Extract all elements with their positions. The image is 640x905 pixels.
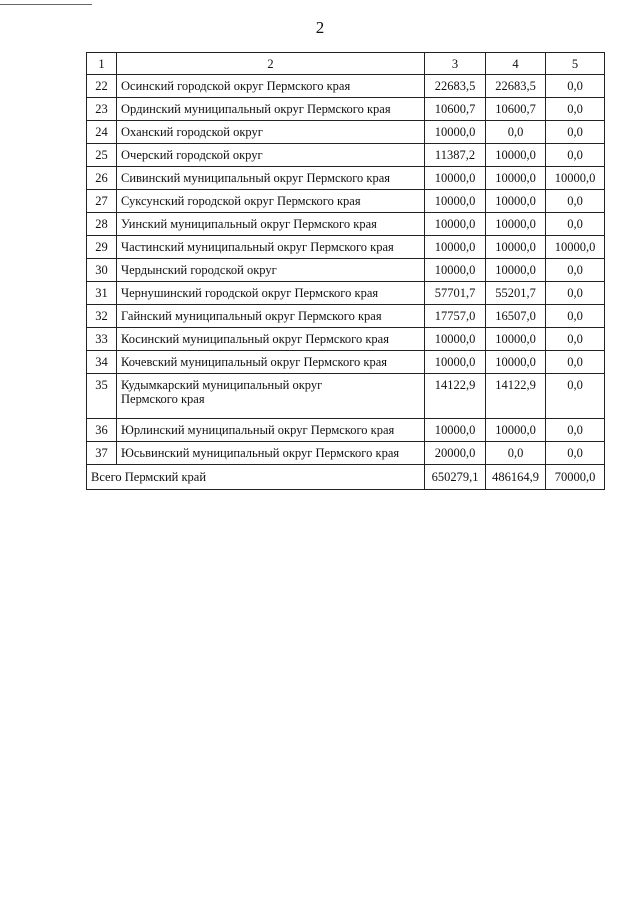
total-col-3: 650279,1 — [425, 465, 486, 490]
municipality-name: Косинский муниципальный округ Пермского края — [117, 328, 425, 351]
value-col-3: 14122,9 — [425, 374, 486, 419]
row-number: 27 — [87, 190, 117, 213]
table-row — [87, 121, 605, 144]
header-cell-2: 2 — [117, 53, 425, 75]
total-col-4: 486164,9 — [486, 465, 546, 490]
table-row — [87, 167, 605, 190]
row-number: 29 — [87, 236, 117, 259]
row-number: 28 — [87, 213, 117, 236]
table-row — [87, 98, 605, 121]
row-number: 25 — [87, 144, 117, 167]
header-cell-3: 3 — [425, 53, 486, 75]
value-col-3: 57701,7 — [425, 282, 486, 305]
table-row — [87, 282, 605, 305]
value-col-5: 10000,0 — [546, 236, 605, 259]
row-number: 31 — [87, 282, 117, 305]
municipality-name: Гайнский муниципальный округ Пермского края — [117, 305, 425, 328]
row-number: 24 — [87, 121, 117, 144]
header-cell-4: 4 — [486, 53, 546, 75]
municipality-name: Уинский муниципальный округ Пермского края — [117, 213, 425, 236]
table-row — [87, 259, 605, 282]
top-rule-line — [0, 4, 92, 5]
row-number: 26 — [87, 167, 117, 190]
value-col-4: 16507,0 — [486, 305, 546, 328]
table-row — [87, 213, 605, 236]
value-col-4: 10000,0 — [486, 351, 546, 374]
municipality-name: Суксунский городской округ Пермского края — [117, 190, 425, 213]
value-col-3: 10000,0 — [425, 259, 486, 282]
header-row — [87, 53, 605, 75]
value-col-4: 10000,0 — [486, 259, 546, 282]
value-col-5: 0,0 — [546, 213, 605, 236]
value-col-3: 10600,7 — [425, 98, 486, 121]
value-col-5: 0,0 — [546, 98, 605, 121]
municipality-name: Чердынский городской округ — [117, 259, 425, 282]
table-row — [87, 351, 605, 374]
value-col-4: 10000,0 — [486, 328, 546, 351]
municipality-name: Чернушинский городской округ Пермского края — [117, 282, 425, 305]
row-number: 35 — [87, 374, 117, 419]
municipality-name: Частинский муниципальный округ Пермского края — [117, 236, 425, 259]
value-col-3: 10000,0 — [425, 213, 486, 236]
table-row — [87, 144, 605, 167]
header-cell-5: 5 — [546, 53, 605, 75]
value-col-5: 0,0 — [546, 259, 605, 282]
value-col-5: 10000,0 — [546, 167, 605, 190]
value-col-5: 0,0 — [546, 442, 605, 465]
value-col-3: 22683,5 — [425, 75, 486, 98]
total-label: Всего Пермский край — [87, 465, 425, 490]
value-col-3: 10000,0 — [425, 190, 486, 213]
value-col-4: 10000,0 — [486, 213, 546, 236]
table-row — [87, 328, 605, 351]
table-row — [87, 190, 605, 213]
municipality-name: Юсьвинский муниципальный округ Пермского края — [117, 442, 425, 465]
value-col-3: 10000,0 — [425, 328, 486, 351]
municipality-name: Юрлинский муниципальный округ Пермского края — [117, 419, 425, 442]
value-col-3: 11387,2 — [425, 144, 486, 167]
municipality-name: Сивинский муниципальный округ Пермского края — [117, 167, 425, 190]
value-col-4: 10000,0 — [486, 167, 546, 190]
municipality-name-line-1: Кудымкарский муниципальный округ — [121, 378, 323, 392]
value-col-3: 10000,0 — [425, 236, 486, 259]
value-col-5: 0,0 — [546, 374, 605, 419]
municipality-name — [117, 374, 425, 419]
allocation-table — [86, 52, 605, 490]
value-col-5: 0,0 — [546, 328, 605, 351]
value-col-5: 0,0 — [546, 144, 605, 167]
value-col-5: 0,0 — [546, 419, 605, 442]
header-cell-1: 1 — [87, 53, 117, 75]
value-col-5: 0,0 — [546, 351, 605, 374]
value-col-4: 55201,7 — [486, 282, 546, 305]
row-number: 33 — [87, 328, 117, 351]
municipality-name: Очерский городской округ — [117, 144, 425, 167]
table-row — [87, 442, 605, 465]
value-col-4: 10600,7 — [486, 98, 546, 121]
value-col-3: 20000,0 — [425, 442, 486, 465]
table-row — [87, 75, 605, 98]
value-col-3: 10000,0 — [425, 121, 486, 144]
row-number: 34 — [87, 351, 117, 374]
table-row — [87, 236, 605, 259]
table-row — [87, 419, 605, 442]
row-number: 36 — [87, 419, 117, 442]
municipality-name: Ординский муниципальный округ Пермского края — [117, 98, 425, 121]
municipality-name-line-2: Пермского края — [121, 392, 205, 406]
row-number: 22 — [87, 75, 117, 98]
table-row — [87, 374, 605, 419]
value-col-4: 14122,9 — [486, 374, 546, 419]
row-number: 37 — [87, 442, 117, 465]
table-row — [87, 305, 605, 328]
value-col-5: 0,0 — [546, 282, 605, 305]
value-col-4: 10000,0 — [486, 144, 546, 167]
municipality-name: Кочевский муниципальный округ Пермского края — [117, 351, 425, 374]
value-col-3: 10000,0 — [425, 167, 486, 190]
value-col-4: 0,0 — [486, 442, 546, 465]
value-col-3: 17757,0 — [425, 305, 486, 328]
row-number: 23 — [87, 98, 117, 121]
value-col-5: 0,0 — [546, 75, 605, 98]
value-col-4: 10000,0 — [486, 236, 546, 259]
municipality-name: Осинский городской округ Пермского края — [117, 75, 425, 98]
row-number: 32 — [87, 305, 117, 328]
value-col-3: 10000,0 — [425, 419, 486, 442]
municipality-name: Оханский городской округ — [117, 121, 425, 144]
value-col-4: 0,0 — [486, 121, 546, 144]
value-col-5: 0,0 — [546, 190, 605, 213]
value-col-5: 0,0 — [546, 121, 605, 144]
value-col-5: 0,0 — [546, 305, 605, 328]
total-col-5: 70000,0 — [546, 465, 605, 490]
value-col-4: 10000,0 — [486, 190, 546, 213]
total-row — [87, 465, 605, 490]
value-col-3: 10000,0 — [425, 351, 486, 374]
value-col-4: 22683,5 — [486, 75, 546, 98]
row-number: 30 — [87, 259, 117, 282]
page-number: 2 — [315, 18, 325, 37]
value-col-4: 10000,0 — [486, 419, 546, 442]
